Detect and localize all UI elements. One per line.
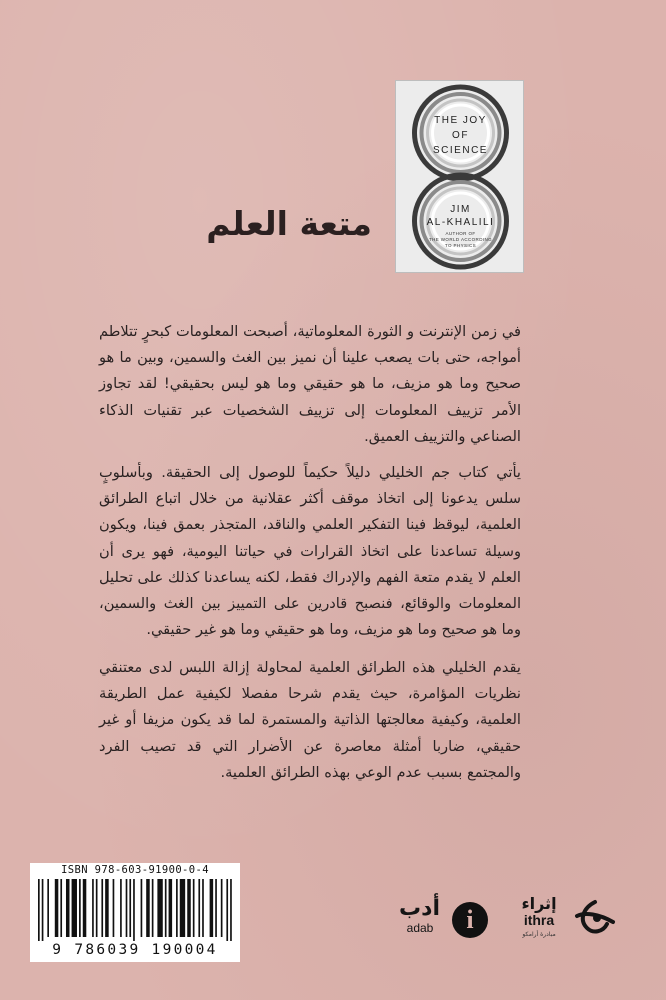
thumbnail-author-line: JIM	[450, 204, 471, 215]
partner-name-arabic: إثراء	[521, 894, 557, 913]
info-icon: i	[452, 902, 488, 938]
thumbnail-title-line: THE JOY	[434, 115, 487, 126]
barcode-digits: 9 786039 190004	[52, 942, 218, 958]
thumbnail-title-line: OF	[452, 130, 469, 141]
book-thumbnail	[395, 80, 524, 273]
partner-name-english: ithra	[523, 912, 555, 928]
partner-logo-ithra	[513, 892, 628, 950]
thumbnail-author-line: AL-KHALILI	[426, 217, 495, 228]
thumbnail-tagline-line: AUTHOR OF	[445, 231, 476, 236]
publisher-logo-adab	[400, 895, 490, 947]
thumbnail-tagline	[416, 231, 505, 249]
thumbnail-tagline-line: TO PHYSICS	[444, 243, 477, 248]
partner-subtitle: مبادرة أرامكو	[522, 931, 556, 938]
ithra-emblem-icon	[569, 898, 621, 938]
publisher-name-english: adab	[406, 921, 434, 935]
isbn-label: ISBN 978-603-91900-0-4	[61, 864, 209, 876]
thumbnail-author	[396, 203, 525, 229]
thumbnail-title	[396, 113, 525, 158]
thumbnail-title-line: SCIENCE	[433, 145, 488, 156]
thumbnail-tagline-line: THE WORLD ACCORDING	[428, 237, 493, 242]
blurb-paragraph-1: في زمن الإنترنت و الثورة المعلوماتية، أصبحت المعلومات كبحرٍ تتلاطم أمواجه، حتى بات يصعب علينا أن نميز بين الغث والسمين، وبين ما هو صحيح وما هو مزيف، ما هو حقيقي وما هو ليس بحقيقي! لقد تجاوز الأمر تزييف المعلومات إلى تزييف الشخصيات عبر تقنيات الذكاء الصناعي والتزييف العميق.	[99, 323, 521, 445]
blurb-paragraph-2: يأتي كتاب جم الخليلي دليلاً حكيماً للوصول إلى الحقيقة. وبأسلوبٍ سلس يدعونا إلى اتخاذ موقف أكثر عقلانية من خلال اتباع الطرائق العلمية، ليوقظ فينا التفكير العلمي والناقد، المتجذر بعمق فينا، ويكون وسيلة تساعدنا على اتخاذ القرارات في حياتنا اليومية، فهو يرى أن العلم لا يقدم متعة الفهم والإدراك فقط، لكنه يساعدنا كذلك على تحليل المعلومات والوقائع، فنصبح قادرين على التمييز بين الغث والسمين، وما هو صحيح وما هو مزيف، وما هو حقيقي وما هو غير حقيقي.	[99, 464, 521, 639]
blurb-paragraph-3: يقدم الخليلي هذه الطرائق العلمية لمحاولة إزالة اللبس لدى معتنقي نظريات المؤامرة، حيث يقدم شرحا مفصلا لكيفية عمل الطريقة العلمية، وكيفية معالجتها الذاتية والمستمرة لما قد يكون مزيفا أو غير حقيقي، ضاربا أمثلة معاصرة عن الأضرار التي قد تصيب الفرد والمجتمع بسبب عدم الوعي بهذه الطرائق العلمية.	[99, 659, 521, 781]
book-title: متعة العلم	[206, 204, 372, 243]
barcode-bars	[38, 879, 232, 941]
isbn-barcode	[30, 863, 240, 962]
publisher-name-arabic: أدب	[399, 896, 440, 921]
